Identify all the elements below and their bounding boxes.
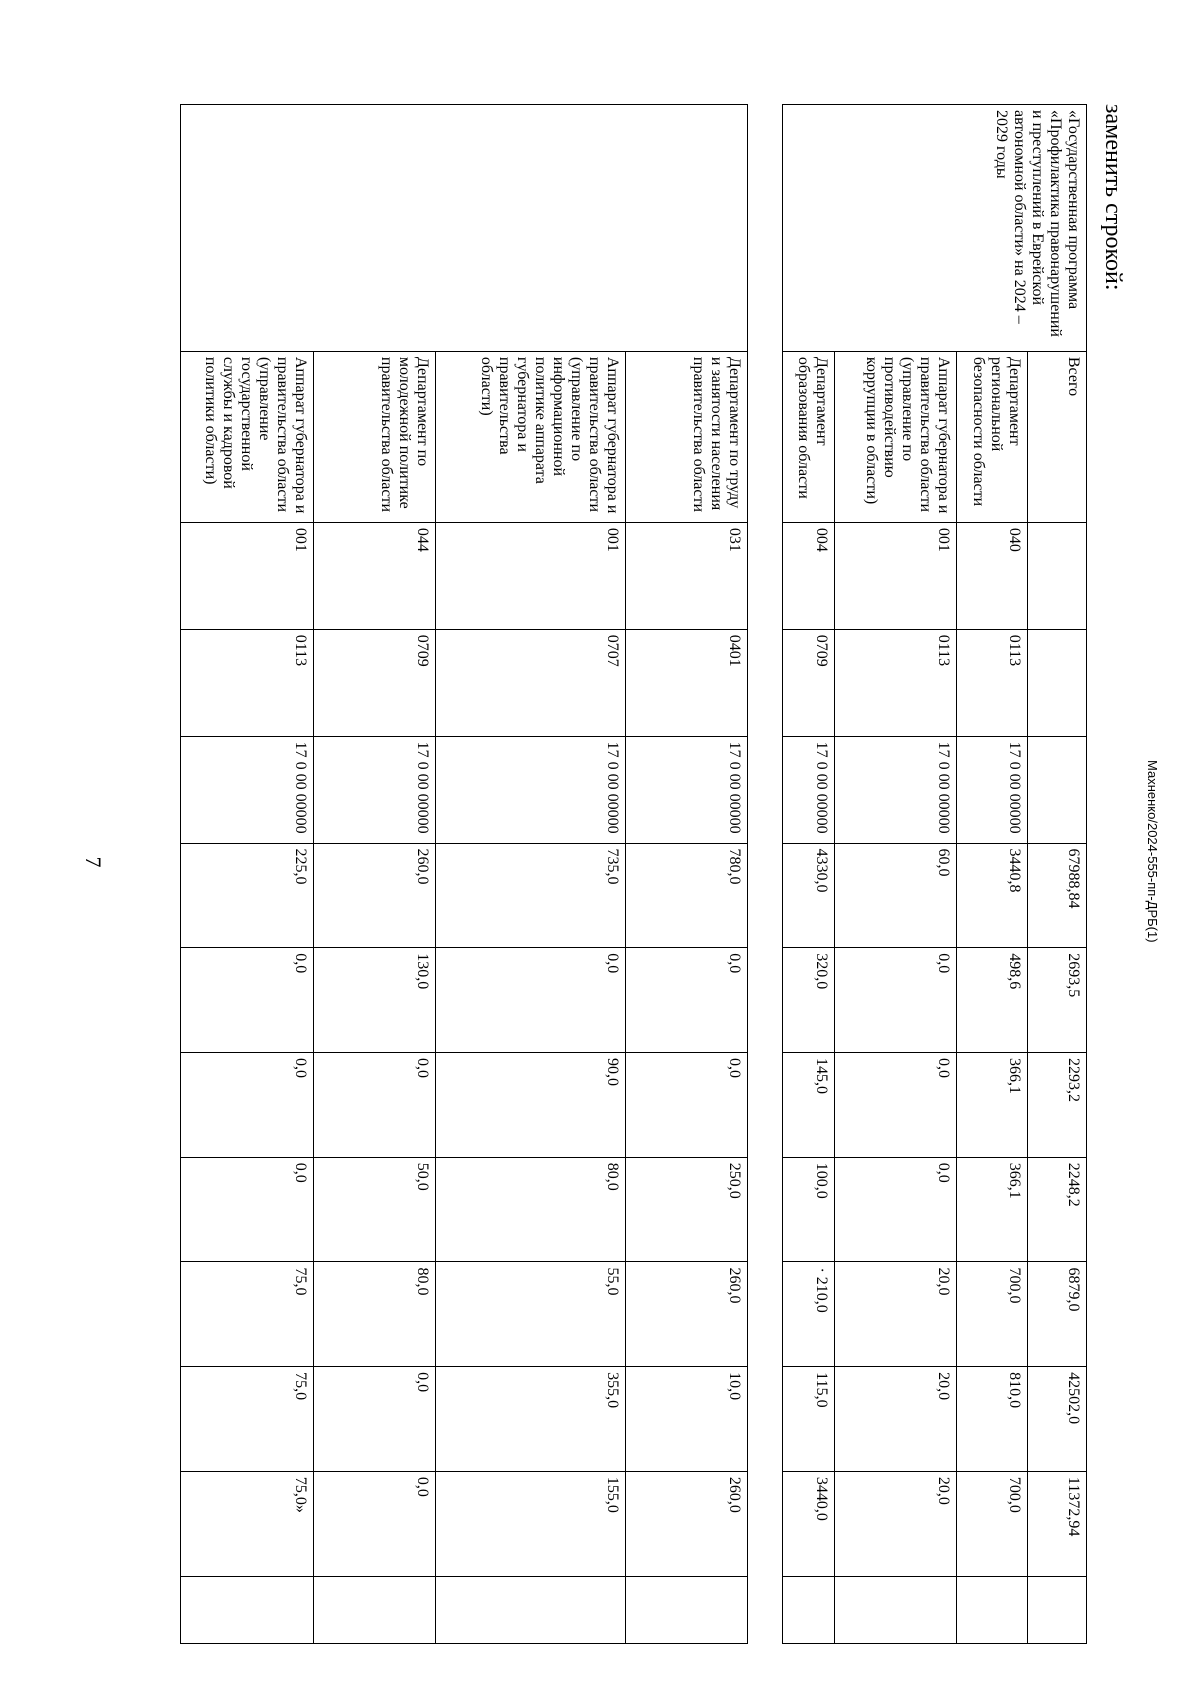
target-article-cell: 17 0 00 00000 xyxy=(436,736,626,843)
amount-cell: 55,0 xyxy=(436,1262,626,1367)
amount-cell: 225,0 xyxy=(181,843,314,948)
trailing-cell xyxy=(626,1576,748,1643)
footer-code: Махненко/2024-555-пп-ДРБ(1) xyxy=(1145,760,1160,943)
executor-name-cell: Департамент по труду и занятости населения правительства области xyxy=(626,351,748,522)
amount-cell: 0,0 xyxy=(834,1052,956,1157)
section-code-cell: 0113 xyxy=(834,629,956,736)
grbs-code-cell: 001 xyxy=(834,522,956,629)
trailing-cell xyxy=(783,1576,835,1643)
target-article-cell: 17 0 00 00000 xyxy=(626,736,748,843)
amount-cell: 0,0 xyxy=(181,1157,314,1262)
section-code-cell xyxy=(1028,629,1087,736)
trailing-cell xyxy=(314,1576,436,1643)
amount-cell: 0,0 xyxy=(834,948,956,1053)
executor-name-cell: Аппарат губернатора и правительства области (управление по информационной политике аппарата губернатора и правительства области) xyxy=(436,351,626,522)
amount-cell: 3440,8 xyxy=(956,843,1027,948)
grbs-code-cell: 001 xyxy=(181,522,314,629)
amount-cell: 260,0 xyxy=(626,1471,748,1576)
amount-cell: 700,0 xyxy=(956,1262,1027,1367)
amount-cell: 2248,2 xyxy=(1028,1157,1087,1262)
amount-cell: 0,0 xyxy=(436,948,626,1053)
amount-cell: 4330,0 xyxy=(783,843,835,948)
section-code-cell: 0113 xyxy=(181,629,314,736)
amount-cell: 42502,0 xyxy=(1028,1367,1087,1472)
amount-cell: 60,0 xyxy=(834,843,956,948)
amount-cell: 0,0 xyxy=(314,1471,436,1576)
amount-cell: · 210,0 xyxy=(783,1262,835,1367)
section-code-cell: 0113 xyxy=(956,629,1027,736)
target-article-cell: 17 0 00 00000 xyxy=(783,736,835,843)
amount-cell: 130,0 xyxy=(314,948,436,1053)
amount-cell: 366,1 xyxy=(956,1157,1027,1262)
target-article-cell xyxy=(1028,736,1087,843)
upper-budget-table xyxy=(180,104,748,1644)
amount-cell: 0,0 xyxy=(314,1367,436,1472)
table-row xyxy=(626,105,748,1644)
amount-cell: 11372,94 xyxy=(1028,1471,1087,1576)
amount-cell: 80,0 xyxy=(314,1262,436,1367)
grbs-code-cell: 040 xyxy=(956,522,1027,629)
amount-cell: 0,0 xyxy=(626,1052,748,1157)
replace-heading: заменить строкой: xyxy=(1100,104,1126,291)
trailing-cell xyxy=(1028,1576,1087,1643)
amount-cell: 75,0 xyxy=(181,1262,314,1367)
lower-budget-table xyxy=(782,104,1087,1644)
amount-cell: 50,0 xyxy=(314,1157,436,1262)
amount-cell: 75,0» xyxy=(181,1471,314,1576)
upper-table-container xyxy=(180,104,748,1644)
amount-cell: 366,1 xyxy=(956,1052,1027,1157)
amount-cell: 20,0 xyxy=(834,1262,956,1367)
lower-table-container xyxy=(782,104,1126,1644)
section-code-cell: 0707 xyxy=(436,629,626,736)
amount-cell: 0,0 xyxy=(181,1052,314,1157)
amount-cell: 155,0 xyxy=(436,1471,626,1576)
amount-cell: 735,0 xyxy=(436,843,626,948)
target-article-cell: 17 0 00 00000 xyxy=(181,736,314,843)
amount-cell: 115,0 xyxy=(783,1367,835,1472)
amount-cell: 10,0 xyxy=(626,1367,748,1472)
amount-cell: 2693,5 xyxy=(1028,948,1087,1053)
section-code-cell: 0709 xyxy=(314,629,436,736)
amount-cell: 6879,0 xyxy=(1028,1262,1087,1367)
executor-name-cell: Всего xyxy=(1028,351,1087,522)
section-code-cell: 0709 xyxy=(783,629,835,736)
executor-name-cell: Аппарат губернатора и правительства области (управление по противодействию коррупции в области) xyxy=(834,351,956,522)
target-article-cell: 17 0 00 00000 xyxy=(314,736,436,843)
amount-cell: 0,0 xyxy=(181,948,314,1053)
trailing-cell xyxy=(956,1576,1027,1643)
trailing-cell xyxy=(181,1576,314,1643)
amount-cell: 700,0 xyxy=(956,1471,1027,1576)
amount-cell: 67988,84 xyxy=(1028,843,1087,948)
table-row xyxy=(1028,105,1087,1644)
amount-cell: 0,0 xyxy=(626,948,748,1053)
grbs-code-cell xyxy=(1028,522,1087,629)
amount-cell: 90,0 xyxy=(436,1052,626,1157)
grbs-code-cell: 004 xyxy=(783,522,835,629)
target-article-cell: 17 0 00 00000 xyxy=(956,736,1027,843)
amount-cell: 355,0 xyxy=(436,1367,626,1472)
amount-cell: 320,0 xyxy=(783,948,835,1053)
amount-cell: 0,0 xyxy=(834,1157,956,1262)
amount-cell: 20,0 xyxy=(834,1471,956,1576)
trailing-cell xyxy=(834,1576,956,1643)
amount-cell: 100,0 xyxy=(783,1157,835,1262)
amount-cell: 260,0 xyxy=(626,1262,748,1367)
program-name-cell: «Государственная программа «Профилактика правонарушений и преступлений в Еврейской автономной области» на 2024 – 2029 годы xyxy=(783,105,1087,352)
executor-name-cell: Департамент региональной безопасности области xyxy=(956,351,1027,522)
amount-cell: 80,0 xyxy=(436,1157,626,1262)
amount-cell: 498,6 xyxy=(956,948,1027,1053)
amount-cell: 0,0 xyxy=(314,1052,436,1157)
amount-cell: 260,0 xyxy=(314,843,436,948)
executor-name-cell: Департамент по молодежной политике правительства области xyxy=(314,351,436,522)
executor-name-cell: Департамент образования области xyxy=(783,351,835,522)
amount-cell: 145,0 xyxy=(783,1052,835,1157)
page-number: 7 xyxy=(81,856,106,868)
amount-cell: 2293,2 xyxy=(1028,1052,1087,1157)
trailing-cell xyxy=(436,1576,626,1643)
amount-cell: 810,0 xyxy=(956,1367,1027,1472)
section-code-cell: 0401 xyxy=(626,629,748,736)
executor-name-cell: Аппарат губернатора и правительства области (управление государственной службы и кадровой политики области) xyxy=(181,351,314,522)
program-name-cell xyxy=(181,105,748,352)
amount-cell: 250,0 xyxy=(626,1157,748,1262)
amount-cell: 75,0 xyxy=(181,1367,314,1472)
grbs-code-cell: 044 xyxy=(314,522,436,629)
amount-cell: 780,0 xyxy=(626,843,748,948)
amount-cell: 20,0 xyxy=(834,1367,956,1472)
grbs-code-cell: 031 xyxy=(626,522,748,629)
grbs-code-cell: 001 xyxy=(436,522,626,629)
target-article-cell: 17 0 00 00000 xyxy=(834,736,956,843)
amount-cell: 3440,0 xyxy=(783,1471,835,1576)
